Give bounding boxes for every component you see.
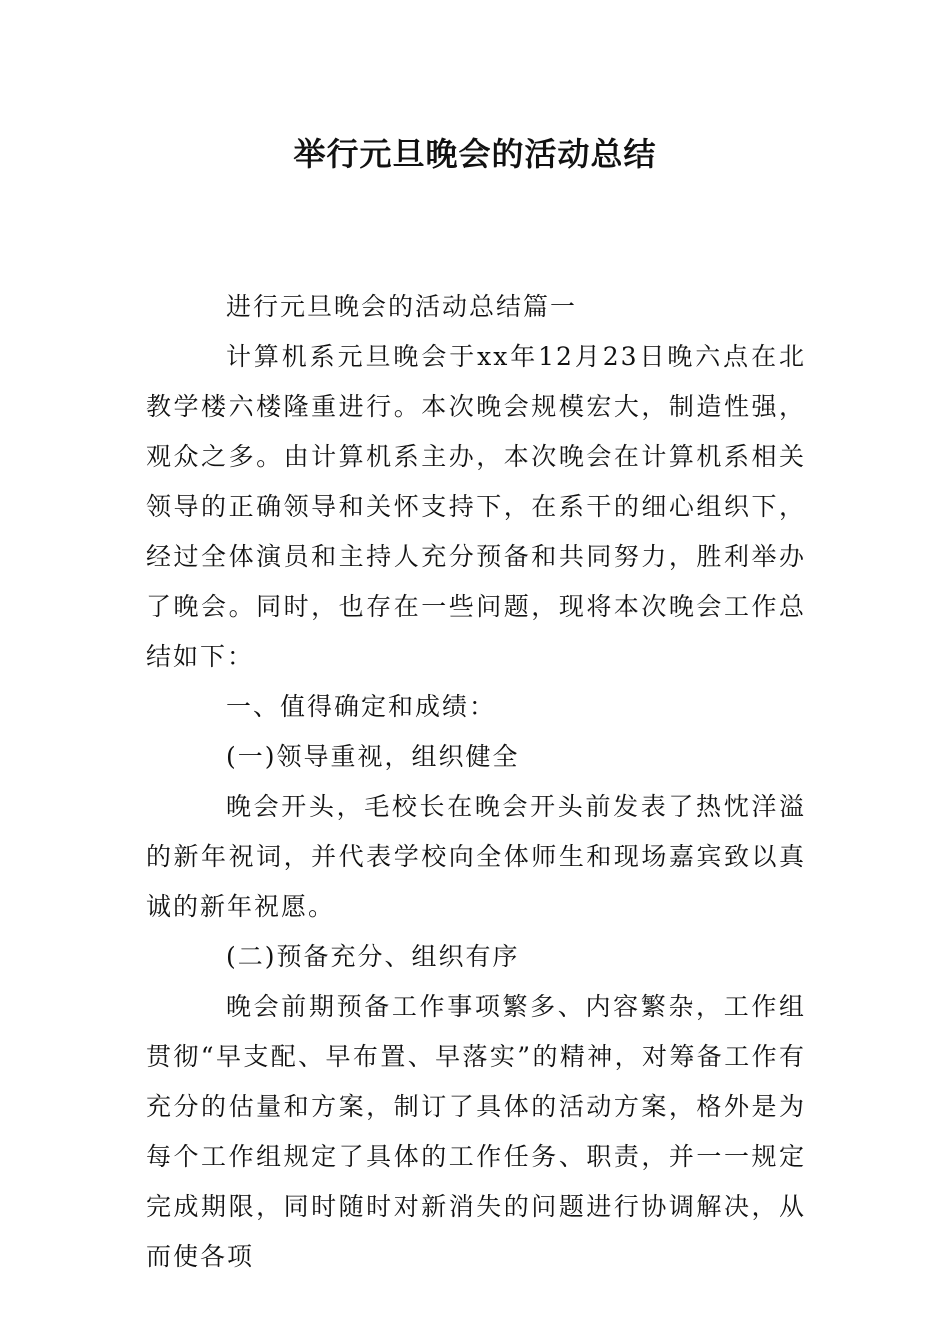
section-heading: 进行元旦晚会的活动总结篇一	[226, 292, 578, 321]
subsection-heading: (一)领导重视，组织健全	[226, 742, 520, 771]
body-paragraph: 晚会开头，毛校长在晚会开头前发表了热忱洋溢的新年祝词，并代表学校向全体师生和现场嘉宾致以真诚的新年祝愿。	[146, 792, 806, 921]
body-paragraph: 晚会前期预备工作事项繁多、内容繁杂，工作组贯彻“早支配、早布置、早落实”的精神，对筹备工作有充分的估量和方案，制订了具体的活动方案，格外是为每个工作组规定了具体的工作任务、职责，并一一规定完成期限，同时随时对新消失的问题进行协调解决，从而使各项	[146, 992, 806, 1271]
subsection-heading: (二)预备充分、组织有序	[226, 942, 520, 971]
subsection-heading: 一、值得确定和成绩：	[226, 692, 497, 721]
document-title: 举行元旦晚会的活动总结	[293, 135, 657, 173]
document-body	[146, 282, 806, 1282]
body-paragraph: 计算机系元旦晚会于xx年12月23日晚六点在北教学楼六楼隆重进行。本次晚会规模宏大，制造性强，观众之多。由计算机系主办，本次晚会在计算机系相关领导的正确领导和关怀支持下，在系干的细心组织下，经过全体演员和主持人充分预备和共同努力，胜利举办了晚会。同时，也存在一些问题，现将本次晚会工作总结如下：	[146, 342, 806, 671]
